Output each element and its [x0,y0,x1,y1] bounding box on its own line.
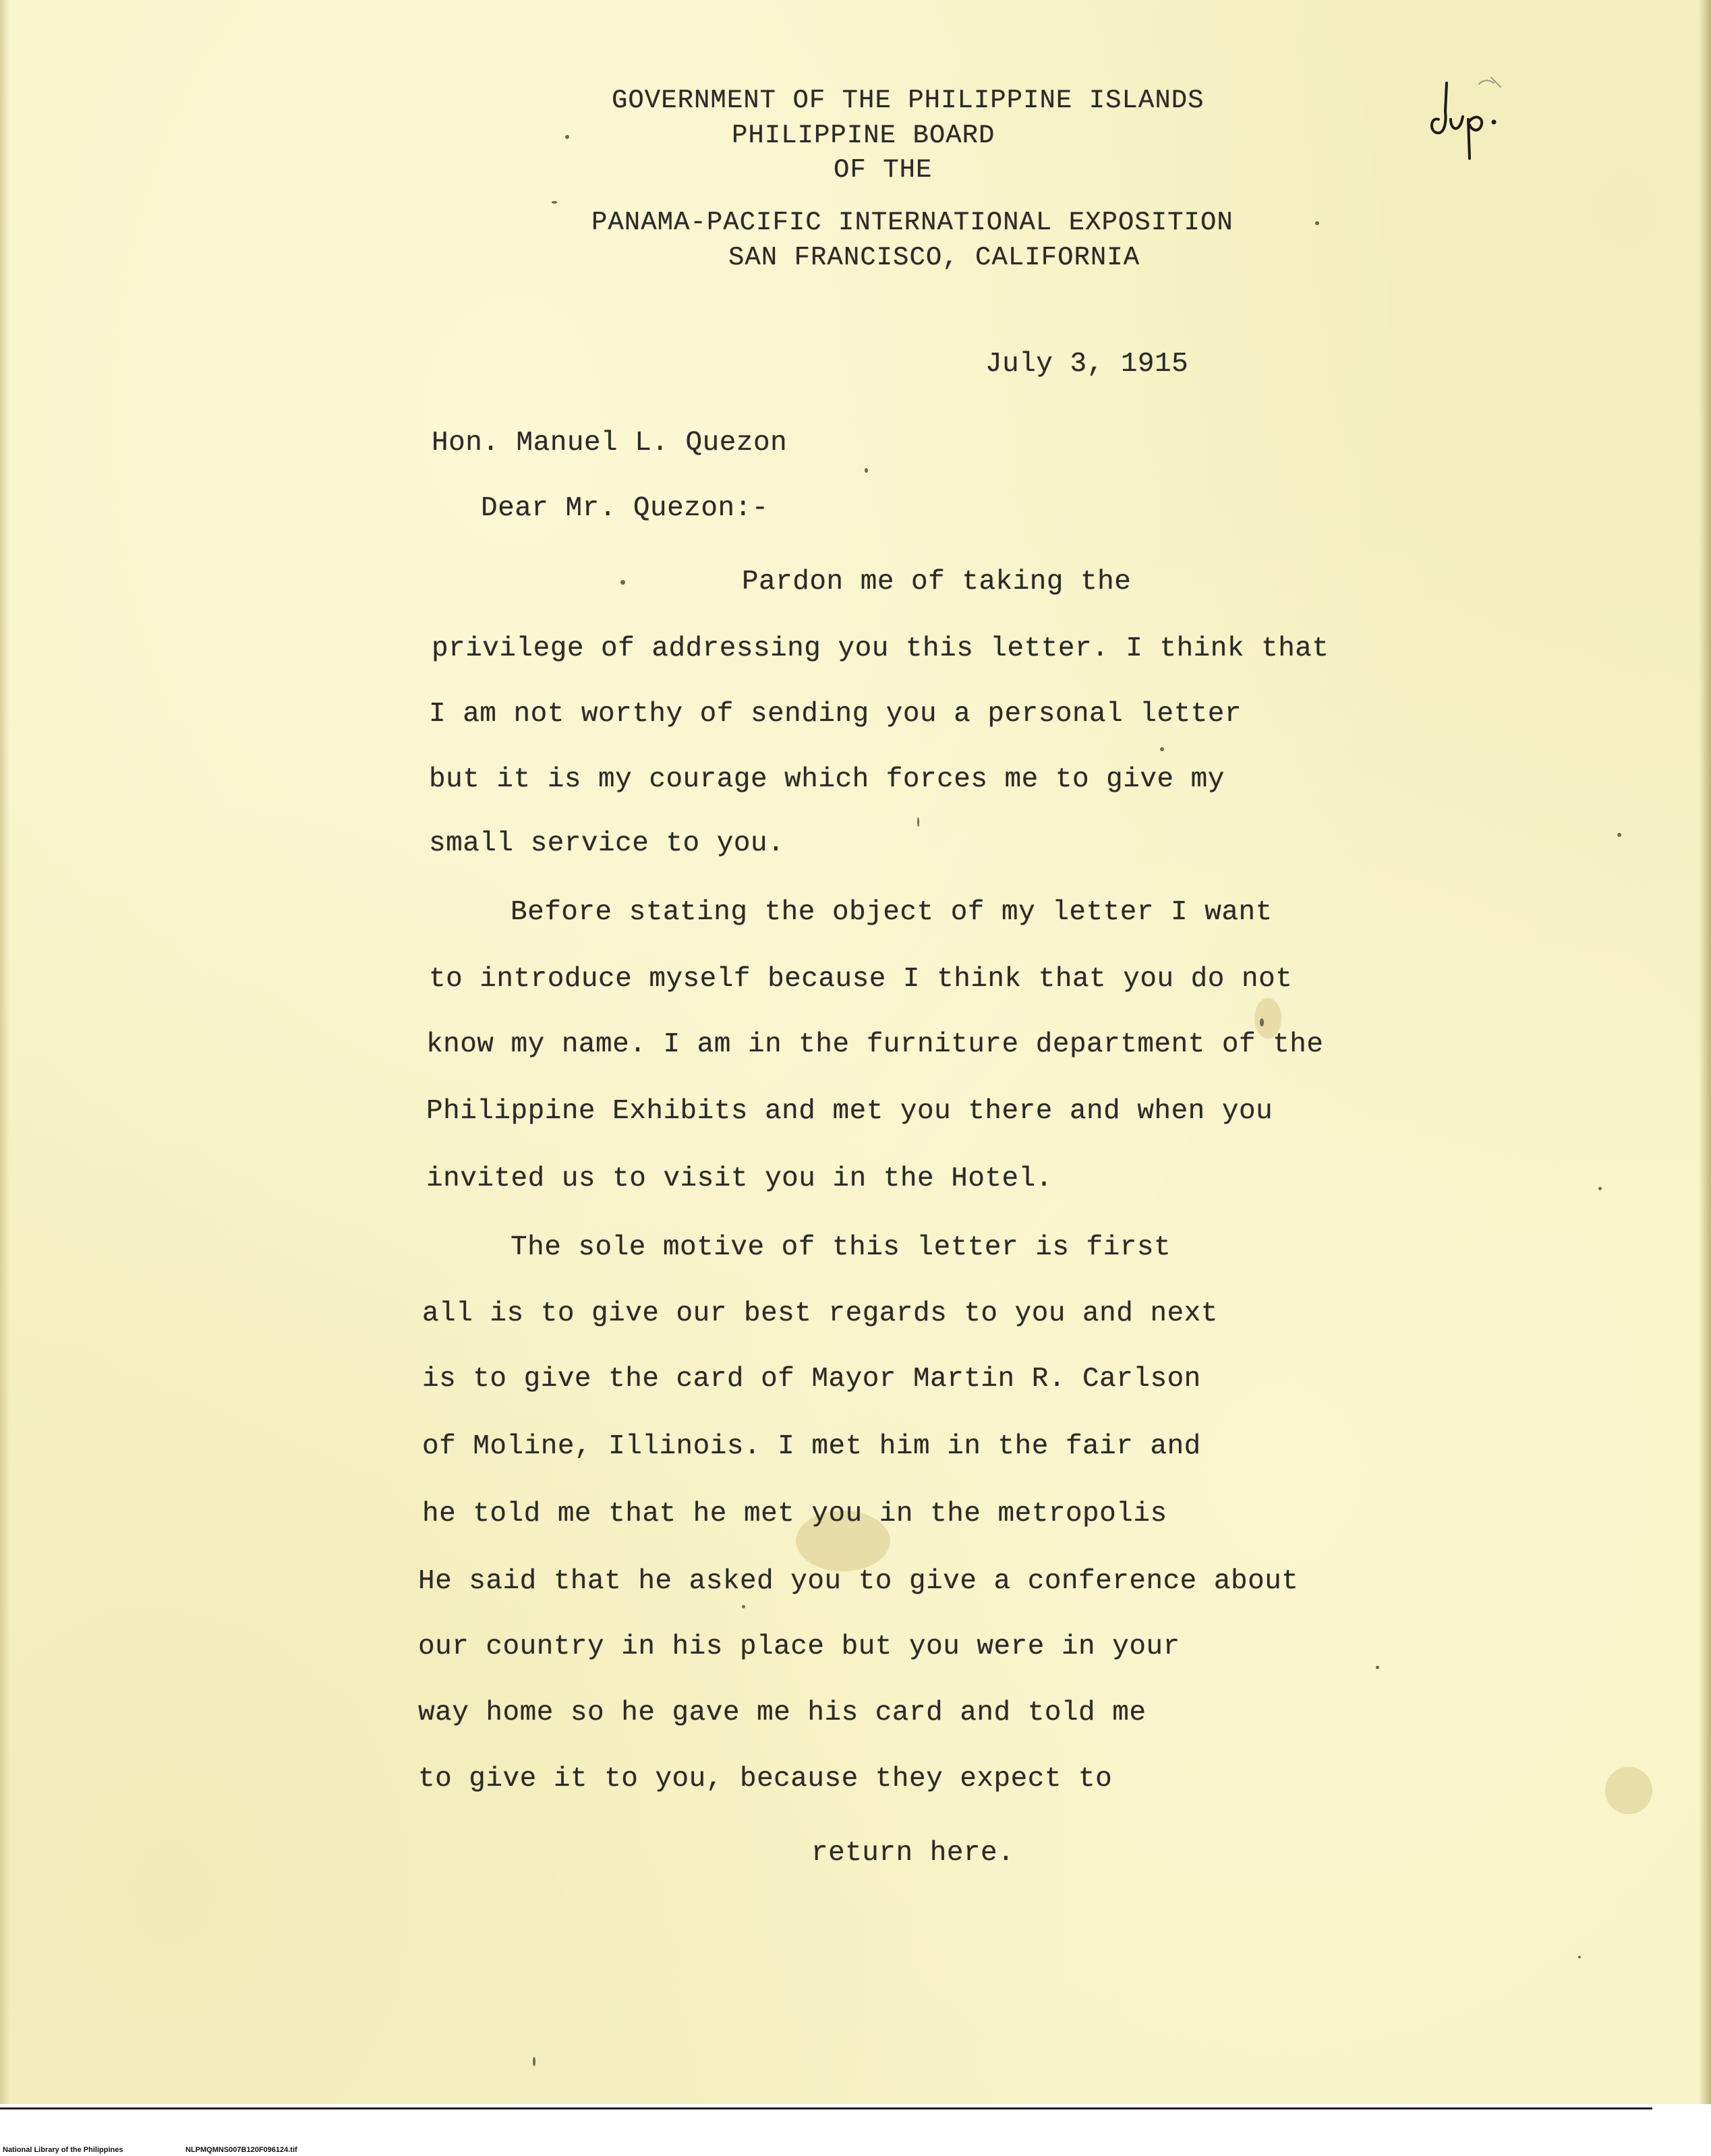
body-line: I am not worthy of sending you a personal letter [429,699,1242,730]
letter-date: July 3, 1915 [985,349,1189,380]
body-line: know my name. I am in the furniture department of the [426,1029,1324,1060]
footer-institution: National Library of the Philippines [3,2146,123,2154]
body-line: Philippine Exhibits and met you there and when you [426,1096,1273,1127]
paper-speck [865,468,868,473]
paper-speck [1617,833,1621,837]
paper-edge-right [1699,0,1711,2104]
letter-salutation: Dear Mr. Quezon:- [481,493,769,524]
paper-speck [917,817,919,827]
body-line: small service to you. [429,828,785,859]
paper-speck [620,580,625,585]
body-line: of Moline, Illinois. I met him in the fair and [422,1431,1201,1462]
paper-speck [533,2057,535,2066]
paper-edge-left [0,0,9,2104]
paper-speck [1160,747,1164,751]
letter-recipient: Hon. Manuel L. Quezon [432,428,788,459]
paper-stain [1605,1767,1652,1814]
footer-file-id: NLPMQMNS007B120F096124.tif [185,2146,297,2154]
body-line: way home so he gave me his card and told me [418,1697,1147,1728]
body-line: The sole motive of this letter is first [511,1232,1171,1263]
letterhead-board: PHILIPPINE BOARD [732,121,995,150]
body-line: but it is my courage which forces me to give my [429,764,1225,795]
letterhead-location: SAN FRANCISCO, CALIFORNIA [728,243,1140,272]
letterhead-government: GOVERNMENT OF THE PHILIPPINE ISLANDS [612,86,1205,115]
body-line: He said that he asked you to give a conference about [418,1566,1299,1597]
paper-speck [552,201,557,204]
body-line: to introduce myself because I think that you do not [429,964,1293,995]
body-line: he told me that he met you in the metropolis [422,1498,1167,1529]
paper-speck [1598,1187,1602,1190]
paper-speck [1315,221,1319,225]
letterhead-exposition: PANAMA-PACIFIC INTERNATIONAL EXPOSITION [591,208,1234,237]
paper-speck [742,1605,745,1608]
scan-rule [0,2107,1652,2109]
body-line: return here. [811,1838,1015,1869]
paper-speck [1260,1018,1264,1026]
body-line: all is to give our best regards to you and next [422,1298,1218,1329]
paper-speck [565,135,569,139]
body-line: Before stating the object of my letter I want [511,897,1273,928]
handwritten-dup-annotation [1426,57,1507,179]
body-line: privilege of addressing you this letter. I think that [432,633,1329,664]
body-line: invited us to visit you in the Hotel. [426,1163,1053,1194]
paper-speck [1376,1666,1379,1669]
letterhead-of-the: OF THE [834,155,933,185]
body-line: to give it to you, because they expect to [418,1764,1113,1795]
body-line: our country in his place but you were in your [418,1631,1180,1662]
body-line: is to give the card of Mayor Martin R. Carlson [422,1364,1201,1395]
paper-speck [1578,1956,1581,1958]
body-line: Pardon me of taking the [742,566,1132,598]
